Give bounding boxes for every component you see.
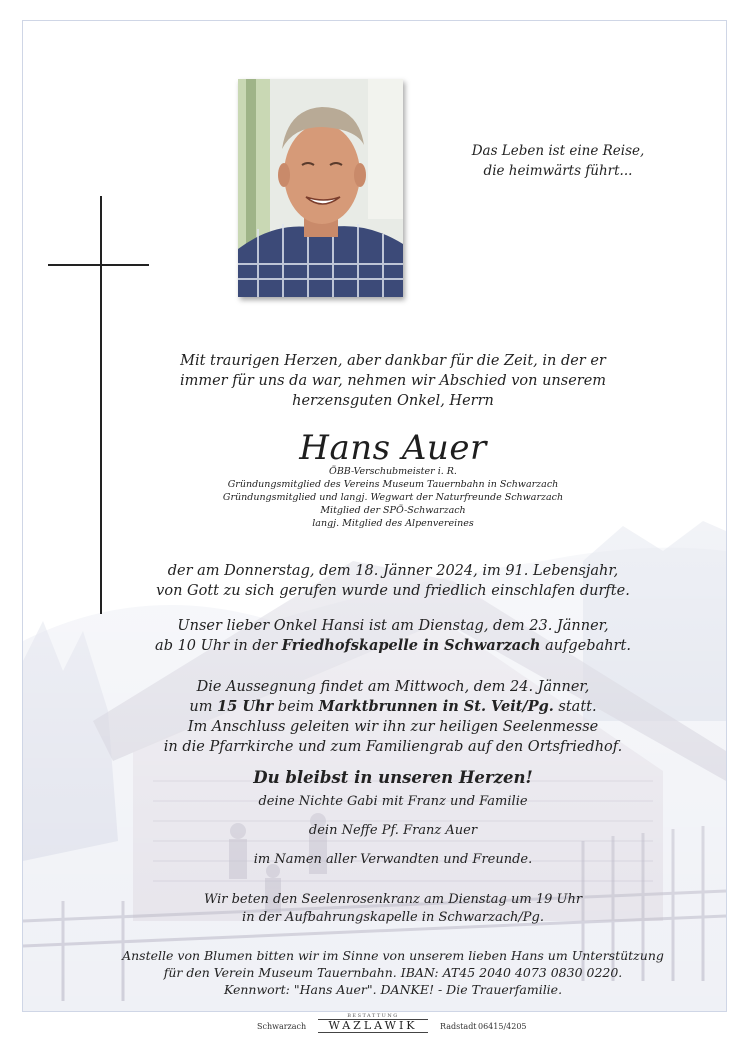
- notice-line: der am Donnerstag, dem 18. Jänner 2024, im 91. Lebensjahr,: [167, 563, 619, 579]
- deceased-name: Hans Auer: [299, 428, 487, 468]
- intro-line: herzensguten Onkel, Herrn: [292, 393, 494, 409]
- title-line: Gründungsmitglied des Vereins Museum Tauernbahn in Schwarzach: [227, 479, 559, 490]
- quote-line: die heimwärts führt...: [483, 163, 633, 179]
- deceased-titles: [83, 465, 703, 530]
- footer-phone: 06415/4205: [478, 1022, 527, 1031]
- laying-out-notice: [83, 616, 703, 656]
- logo-name: WAZLAWIK: [318, 1019, 428, 1033]
- rosary-notice: [83, 891, 703, 927]
- cross-icon-bar: [48, 264, 149, 266]
- funeral-time: 15 Uhr: [217, 698, 274, 715]
- notice-line: Die Aussegnung findet am Mittwoch, dem 24. Jänner,: [196, 679, 590, 695]
- opening-quote: [443, 141, 673, 181]
- rosary-line: Wir beten den Seelenrosenkranz am Dienstag um 19 Uhr: [203, 892, 583, 907]
- title-line: Mitglied der SPÖ-Schwarzach: [320, 505, 466, 516]
- donation-line: für den Verein Museum Tauernbahn. IBAN: AT45 2040 4073 0830 0220.: [163, 965, 623, 980]
- notice-line: Unser lieber Onkel Hansi ist am Dienstag, dem 23. Jänner,: [177, 618, 609, 634]
- donation-line: Anstelle von Blumen bitten wir im Sinne von unserem lieben Hans um Unterstützung: [122, 948, 664, 963]
- intro-text: [83, 351, 703, 411]
- text-fragment: um: [189, 699, 218, 715]
- notice-line: von Gott zu sich gerufen wurde und friedlich einschlafen durfte.: [156, 583, 630, 599]
- donation-notice: [63, 947, 723, 998]
- notice-line: Im Anschluss geleiten wir ihn zur heiligen Seelenmesse: [187, 719, 599, 735]
- title-line: langj. Mitglied des Alpenvereines: [312, 518, 474, 529]
- text-fragment: aufgebahrt.: [540, 638, 631, 654]
- intro-line: Mit traurigen Herzen, aber dankbar für die Zeit, in der er: [180, 353, 606, 369]
- notice-line: in die Pfarrkirche und zum Familiengrab auf den Ortsfriedhof.: [163, 739, 623, 755]
- donation-line: Kennwort: "Hans Auer". DANKE! - Die Trauerfamilie.: [223, 982, 563, 997]
- text-fragment: beim: [273, 699, 319, 715]
- undertaker-footer: [0, 1010, 750, 1038]
- funeral-notice: [83, 677, 703, 757]
- motto: Du bleibst in unseren Herzen!: [253, 768, 533, 787]
- obituary-card: [22, 20, 727, 1012]
- notice-line: [83, 636, 703, 656]
- chapel-location: Friedhofskapelle in Schwarzach: [281, 637, 541, 654]
- mourner-line: im Namen aller Verwandten und Freunde.: [253, 852, 533, 867]
- title-line: ÖBB-Verschubmeister i. R.: [329, 466, 457, 477]
- mourner-line: dein Neffe Pf. Franz Auer: [308, 823, 478, 838]
- intro-line: immer für uns da war, nehmen wir Abschied von unserem: [179, 373, 607, 389]
- logo-subtitle: BESTATTUNG: [347, 1013, 399, 1019]
- notice-line: [83, 697, 703, 717]
- text-fragment: statt.: [553, 699, 597, 715]
- quote-line: Das Leben ist eine Reise,: [471, 143, 645, 159]
- portrait-photo: [238, 79, 403, 297]
- text-fragment: ab 10 Uhr in der: [155, 638, 282, 654]
- funeral-location: Marktbrunnen in St. Veit/Pg.: [318, 698, 554, 715]
- title-line: Gründungsmitglied und langj. Wegwart der Naturfreunde Schwarzach: [222, 492, 564, 503]
- death-notice: [83, 561, 703, 601]
- rosary-line: in der Aufbahrungskapelle in Schwarzach/Pg.: [242, 910, 544, 925]
- footer-location-left: Schwarzach: [257, 1022, 307, 1031]
- undertaker-logo: [318, 1013, 428, 1033]
- mourner-line: deine Nichte Gabi mit Franz und Familie: [258, 794, 528, 809]
- footer-location-right: Radstadt: [440, 1022, 477, 1031]
